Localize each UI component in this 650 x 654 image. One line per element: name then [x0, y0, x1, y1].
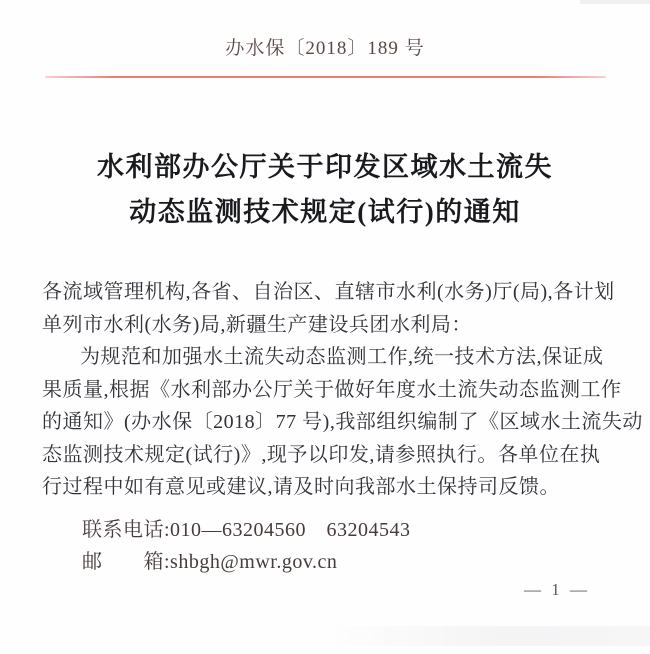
body-text-line: 行过程中如有意见或建议,请及时向我部水土保持司反馈。 — [42, 476, 560, 498]
contact-phone-line: 联系电话:010—63204560 63204543 — [82, 518, 411, 541]
document-title-line-2: 动态监测技术规定(试行)的通知 — [129, 197, 521, 227]
scan-artifact — [580, 0, 650, 4]
body-text-line: 各流域管理机构,各省、自治区、直辖市水利(水务)厅(局),各计划 — [42, 281, 615, 303]
scan-artifact — [0, 626, 650, 646]
body-text-line: 单列市水利(水务)局,新疆生产建设兵团水利局： — [42, 313, 472, 336]
red-divider-line — [45, 76, 606, 78]
document-number: 办水保〔2018〕189 号 — [225, 38, 425, 59]
contact-email-line: 邮 箱:shbgh@mwr.gov.cn — [82, 551, 338, 573]
page-number: — 1 — — [524, 580, 590, 599]
contact-info — [42, 514, 622, 579]
body-paragraphs — [42, 276, 643, 504]
document-title — [0, 145, 650, 235]
document-body — [42, 276, 643, 579]
body-text-line: 的通知》(办水保〔2018〕77 号),我部组织编制了《区域水土流失动 — [42, 411, 643, 433]
document-title-line-1: 水利部办公厅关于印发区域水土流失 — [97, 152, 553, 182]
body-text-line: 态监测技术规定(试行)》,现予以印发,请参照执行。各单位在执 — [42, 443, 601, 466]
body-text-line: 果质量,根据《水利部办公厅关于做好年度水土流失动态监测工作 — [42, 378, 622, 401]
body-text-line: 为规范和加强水土流失动态监测工作,统一技术方法,保证成 — [80, 346, 604, 368]
